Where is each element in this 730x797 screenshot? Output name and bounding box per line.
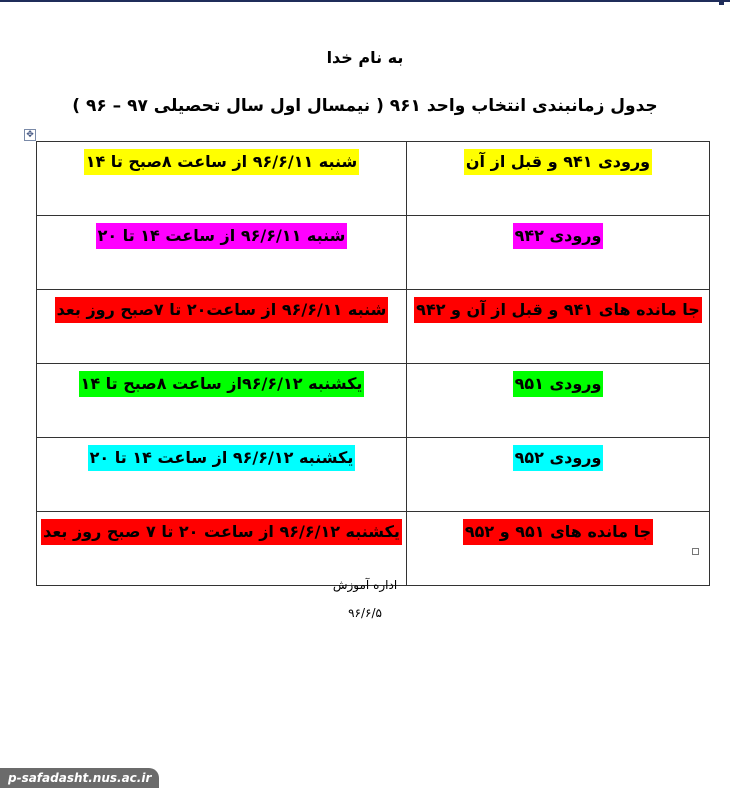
time-text: شنبه ۹۶/۶/۱۱ از ساعت ۱۴ تا ۲۰ xyxy=(96,223,348,249)
top-border xyxy=(0,0,730,2)
group-cell xyxy=(407,512,710,586)
table-row xyxy=(37,290,710,364)
group-text: جا مانده های ۹۵۱ و ۹۵۲ xyxy=(463,519,653,545)
group-text: جا مانده های ۹۴۱ و قبل از آن و ۹۴۲ xyxy=(414,297,702,323)
corner-marker xyxy=(719,0,724,5)
time-text: یکشنبه ۹۶/۶/۱۲ از ساعت ۲۰ تا ۷ صبح روز بعد xyxy=(41,519,402,545)
group-cell xyxy=(407,142,710,216)
time-text: یکشنبه ۹۶/۶/۱۲از ساعت ۸صبح تا ۱۴ xyxy=(79,371,365,397)
basmala: به نام خدا xyxy=(326,48,404,67)
table-row xyxy=(37,364,710,438)
time-text: یکشنبه ۹۶/۶/۱۲ از ساعت ۱۴ تا ۲۰ xyxy=(88,445,356,471)
table-row xyxy=(37,438,710,512)
group-text: ورودی ۹۴۱ و قبل از آن xyxy=(464,149,652,175)
time-text: شنبه ۹۶/۶/۱۱ از ساعت۲۰ تا ۷صبح روز بعد xyxy=(55,297,389,323)
schedule-table xyxy=(36,141,710,586)
office-signature: اداره آموزش xyxy=(332,578,398,592)
group-cell xyxy=(407,438,710,512)
group-text: ورودی ۹۵۱ xyxy=(513,371,604,397)
time-cell xyxy=(37,438,407,512)
time-cell xyxy=(37,364,407,438)
table-row xyxy=(37,216,710,290)
group-cell xyxy=(407,364,710,438)
document-date: ۹۶/۶/۵ xyxy=(348,606,382,620)
table-resize-handle[interactable] xyxy=(692,548,699,555)
site-watermark: p-safadasht.nus.ac.ir xyxy=(0,768,159,788)
time-cell xyxy=(37,142,407,216)
page-title: جدول زمانبندی انتخاب واحد ۹۶۱ ( نیمسال اول سال تحصیلی ۹۷ – ۹۶ ) xyxy=(72,96,658,116)
group-cell xyxy=(407,216,710,290)
move-icon[interactable]: ✥ xyxy=(24,129,36,141)
time-text: شنبه ۹۶/۶/۱۱ از ساعت ۸صبح تا ۱۴ xyxy=(84,149,360,175)
group-text: ورودی ۹۵۲ xyxy=(513,445,604,471)
group-text: ورودی ۹۴۲ xyxy=(513,223,604,249)
group-cell xyxy=(407,290,710,364)
time-cell xyxy=(37,512,407,586)
time-cell xyxy=(37,290,407,364)
table-row xyxy=(37,512,710,586)
time-cell xyxy=(37,216,407,290)
table-row xyxy=(37,142,710,216)
